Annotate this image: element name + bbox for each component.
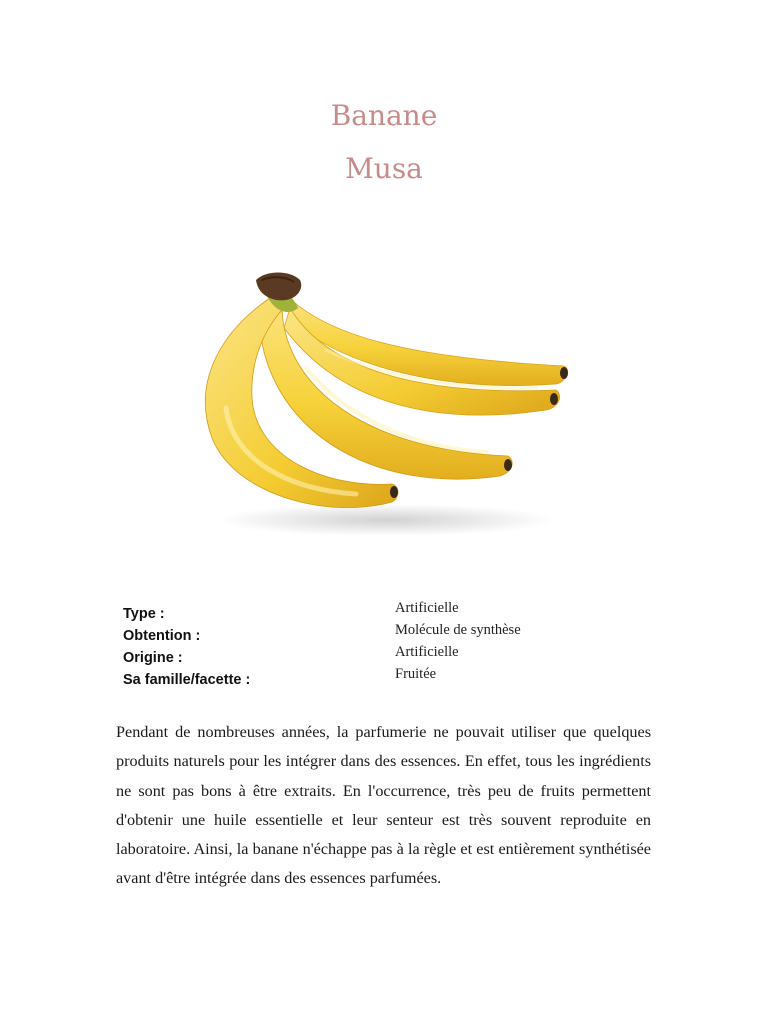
description-paragraph: Pendant de nombreuses années, la parfumerie ne pouvait utiliser que quelques produits naturels pour les intégrer dans des essences. En effet, tous les ingrédients ne sont pas bons à être extraits. En l'occurrence, très peu de fruits permettent d'obtenir une huile essentielle et leur senteur est très souvent reproduite en laboratoire. Ainsi, la banane n'échappe pas à la règle et est entièrement synthétisée avant d'être intégrée dans des essences parfumées.: [116, 723, 651, 888]
type-value: Artificielle: [395, 600, 459, 616]
obtention-value: Molécule de synthèse: [395, 622, 521, 638]
type-label: Type :: [123, 606, 165, 622]
banana-bunch-illustration: [186, 258, 586, 548]
page-subtitle: Musa: [345, 152, 423, 185]
famille-facette-value: Fruitée: [395, 666, 437, 682]
page-title: Banane: [330, 99, 438, 132]
banana-image: [186, 258, 586, 548]
origine-label: Origine :: [123, 650, 183, 666]
origine-value: Artificielle: [395, 644, 459, 660]
obtention-label: Obtention :: [123, 628, 201, 644]
famille-facette-label: Sa famille/facette :: [123, 672, 251, 688]
